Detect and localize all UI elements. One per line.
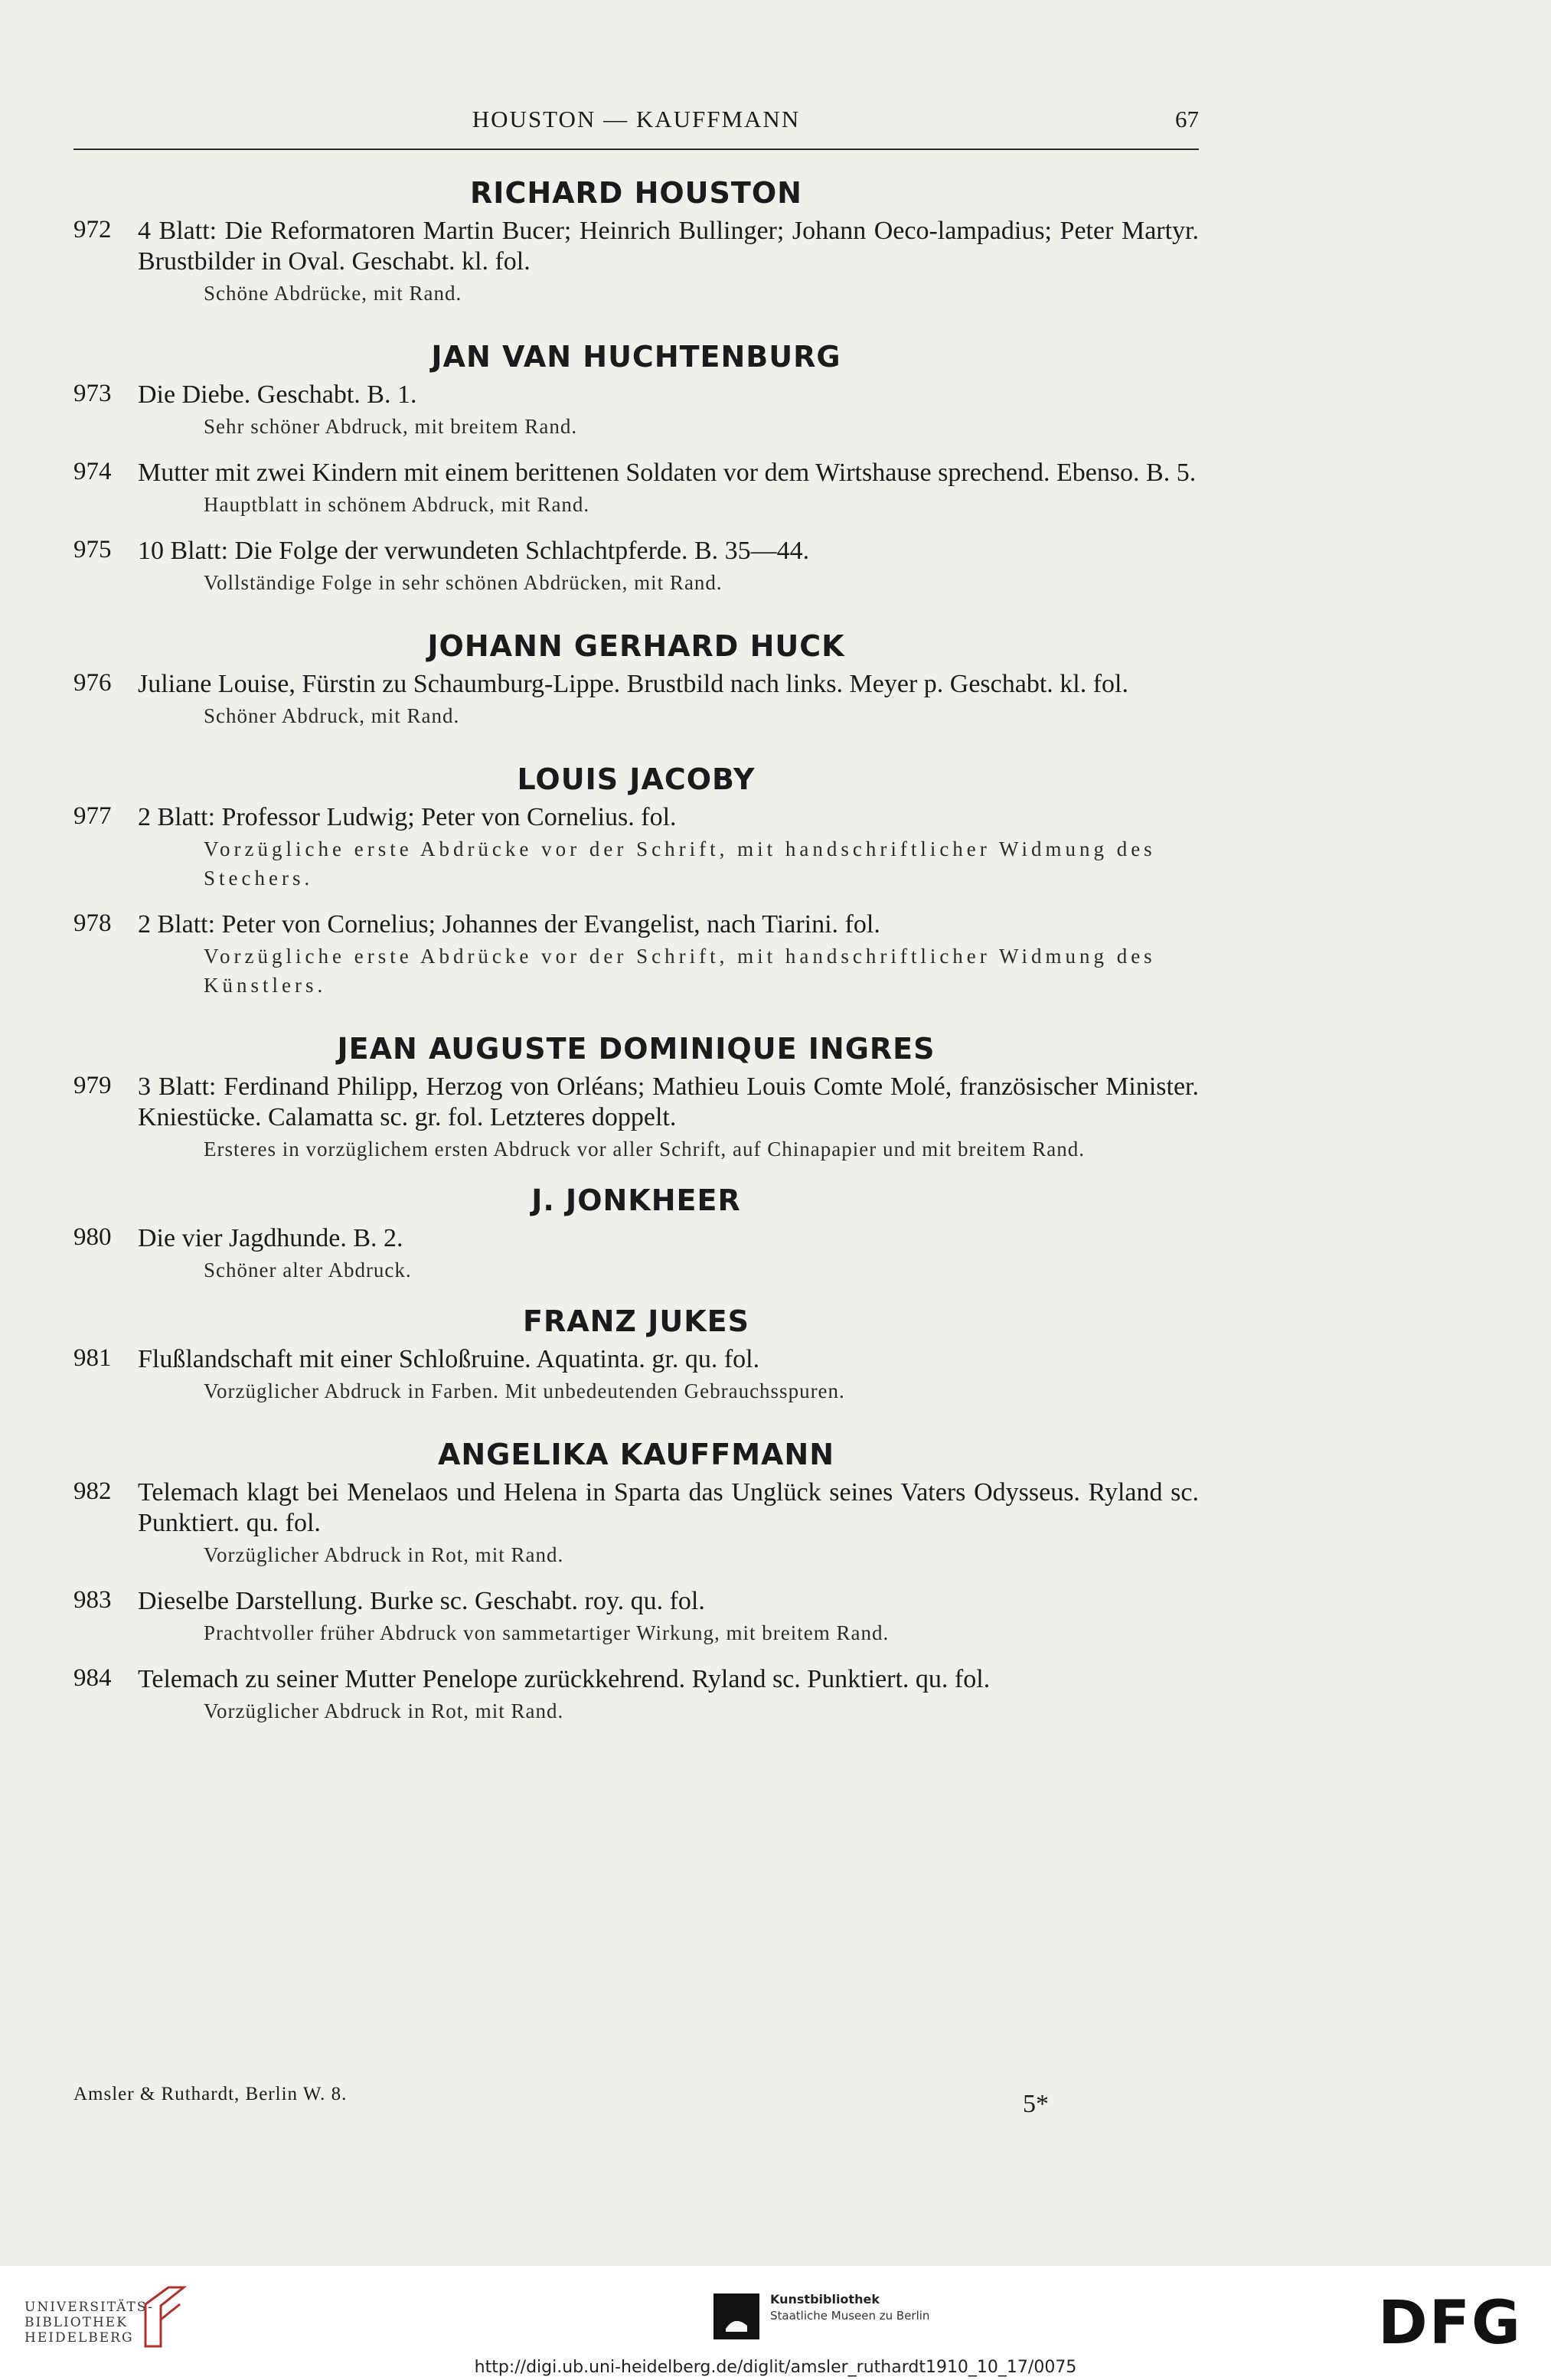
entry-number: 983 [73, 1586, 112, 1614]
entry-text: Juliane Louise, Fürstin zu Schaumburg-Lippe. Brustbild nach links. Meyer p. Geschabt. kl. fol. [138, 670, 1128, 698]
catalog-entry [73, 458, 1199, 519]
entry-text: Dieselbe Darstellung. Burke sc. Geschabt. roy. qu. fol. [138, 1587, 705, 1615]
entry-text: 10 Blatt: Die Folge der verwundeten Schlachtpferde. B. 35—44. [138, 537, 810, 565]
catalog-entry [73, 1664, 1199, 1725]
section-richard-houston [73, 176, 1199, 308]
section-title: RICHARD HOUSTON [470, 176, 802, 210]
catalog-entry [73, 1344, 1199, 1405]
entry-note: Vorzügliche erste Abdrücke vor der Schrift, mit handschriftlicher Widmung des Stechers. [204, 837, 1156, 890]
header-title: HOUSTON — KAUFFMANN [472, 106, 801, 132]
entry-number: 976 [73, 669, 112, 697]
university-library-text [24, 2300, 154, 2346]
entry-number: 978 [73, 909, 112, 937]
entry-text: Telemach zu seiner Mutter Penelope zurückkehrend. Ryland sc. Punktiert. qu. fol. [138, 1665, 991, 1693]
catalog-entry [73, 909, 1199, 1000]
kunstbibliothek-name: Kunstbibliothek [770, 2292, 880, 2307]
entry-note: Schöne Abdrücke, mit Rand. [204, 282, 462, 305]
catalog-entry [73, 380, 1199, 441]
catalog-entry [73, 802, 1199, 893]
entry-text: 2 Blatt: Professor Ludwig; Peter von Cornelius. fol. [138, 803, 677, 831]
entry-note: Vollständige Folge in sehr schönen Abdrücken, mit Rand. [204, 571, 723, 594]
entry-text: Die Diebe. Geschabt. B. 1. [138, 380, 417, 409]
section-title: JAN VAN HUCHTENBURG [431, 340, 841, 374]
entry-number: 984 [73, 1664, 112, 1692]
section-title: JEAN AUGUSTE DOMINIQUE INGRES [337, 1032, 935, 1066]
entry-text: Mutter mit zwei Kindern mit einem berittenen Soldaten vor dem Wirtshause sprechend. Ebenso. B. 5. [138, 459, 1197, 487]
entry-text: Telemach klagt bei Menelaos und Helena in Sparta das Unglück seines Vaters Odysseus. Ryland sc. Punktiert. qu. fol. [138, 1478, 1199, 1537]
section-j-jonkheer [73, 1183, 1199, 1285]
section-title: ANGELIKA KAUFFMANN [437, 1438, 835, 1471]
heidelberg-logo-icon [138, 2281, 191, 2350]
section-title: J. JONKHEER [531, 1183, 741, 1217]
entry-note: Schöner alter Abdruck. [204, 1259, 412, 1281]
digitization-footer [0, 2266, 1551, 2380]
entry-number: 975 [73, 536, 112, 563]
kunstbibliothek-logo-icon [712, 2292, 761, 2341]
section-title: JOHANN GERHARD HUCK [427, 629, 845, 663]
header-rule [73, 149, 1199, 150]
printer-imprint: Amsler & Ruthardt, Berlin W. 8. [73, 2084, 348, 2104]
entry-note: Schöner Abdruck, mit Rand. [204, 704, 460, 727]
entry-text: Flußlandschaft mit einer Schloßruine. Aquatinta. gr. qu. fol. [138, 1345, 760, 1373]
entry-text: 3 Blatt: Ferdinand Philipp, Herzog von Orléans; Mathieu Louis Comte Molé, französischer Minister. Kniestücke. Calamatta sc. gr. fol. Letzteres doppelt. [138, 1072, 1199, 1131]
catalog-entry [73, 1072, 1199, 1164]
entry-note: Ersteres in vorzüglichem ersten Abdruck vor aller Schrift, auf Chinapapier und mit breitem Rand. [204, 1138, 1085, 1161]
catalog-entry [73, 1586, 1199, 1647]
entry-note: Hauptblatt in schönem Abdruck, mit Rand. [204, 493, 590, 516]
catalog-entry [73, 536, 1199, 597]
entry-text: 2 Blatt: Peter von Cornelius; Johannes der Evangelist, nach Tiarini. fol. [138, 910, 880, 939]
section-louis-jacoby [73, 762, 1199, 1000]
signature-mark: 5* [1023, 2090, 1049, 2118]
section-jan-van-huchtenburg [73, 340, 1199, 597]
entry-note: Vorzüglicher Abdruck in Farben. Mit unbedeutenden Gebrauchsspuren. [204, 1379, 845, 1402]
catalog-entry [73, 669, 1199, 730]
entry-number: 974 [73, 458, 112, 485]
permalink-url[interactable]: http://digi.ub.uni-heidelberg.de/diglit/amsler_ruthardt1910_10_17/0075 [474, 2358, 1077, 2377]
entry-number: 982 [73, 1477, 112, 1505]
section-ingres [73, 1032, 1199, 1164]
dfg-logo: DFG [1378, 2289, 1523, 2358]
section-franz-jukes [73, 1304, 1199, 1405]
entry-text: 4 Blatt: Die Reformatoren Martin Bucer; Heinrich Bullinger; Johann Oeco-lampadius; Peter Martyr. Brustbilder in Oval. Geschabt. kl. fol. [138, 217, 1199, 276]
entry-number: 973 [73, 380, 112, 407]
entry-note: Vorzüglicher Abdruck in Rot, mit Rand. [204, 1699, 564, 1722]
university-line: BIBLIOTHEK [24, 2315, 128, 2330]
catalog-entry [73, 216, 1199, 308]
section-angelika-kauffmann [73, 1438, 1199, 1725]
entry-note: Vorzügliche erste Abdrücke vor der Schrift, mit handschriftlicher Widmung des Künstlers. [204, 945, 1156, 997]
entry-note: Prachtvoller früher Abdruck von sammetartiger Wirkung, mit breitem Rand. [204, 1621, 890, 1644]
catalog-content [73, 176, 1199, 1725]
entry-number: 981 [73, 1344, 112, 1372]
running-header [73, 100, 1199, 145]
entry-note: Vorzüglicher Abdruck in Rot, mit Rand. [204, 1543, 564, 1566]
entry-number: 977 [73, 802, 112, 830]
university-line: HEIDELBERG [24, 2330, 134, 2346]
kunstbibliothek-subtitle: Staatliche Museen zu Berlin [770, 2309, 930, 2323]
catalog-entry [73, 1223, 1199, 1285]
entry-number: 980 [73, 1223, 112, 1251]
entry-number: 979 [73, 1072, 112, 1099]
section-title: LOUIS JACOBY [517, 762, 756, 796]
catalog-entry [73, 1477, 1199, 1569]
entry-number: 972 [73, 216, 112, 243]
entry-text: Die vier Jagdhunde. B. 2. [138, 1224, 403, 1252]
section-johann-gerhard-huck [73, 629, 1199, 730]
university-line: UNIVERSITÄTS- [24, 2300, 154, 2315]
entry-note: Sehr schöner Abdruck, mit breitem Rand. [204, 415, 578, 438]
page-number: 67 [1175, 106, 1199, 132]
section-title: FRANZ JUKES [523, 1304, 749, 1338]
